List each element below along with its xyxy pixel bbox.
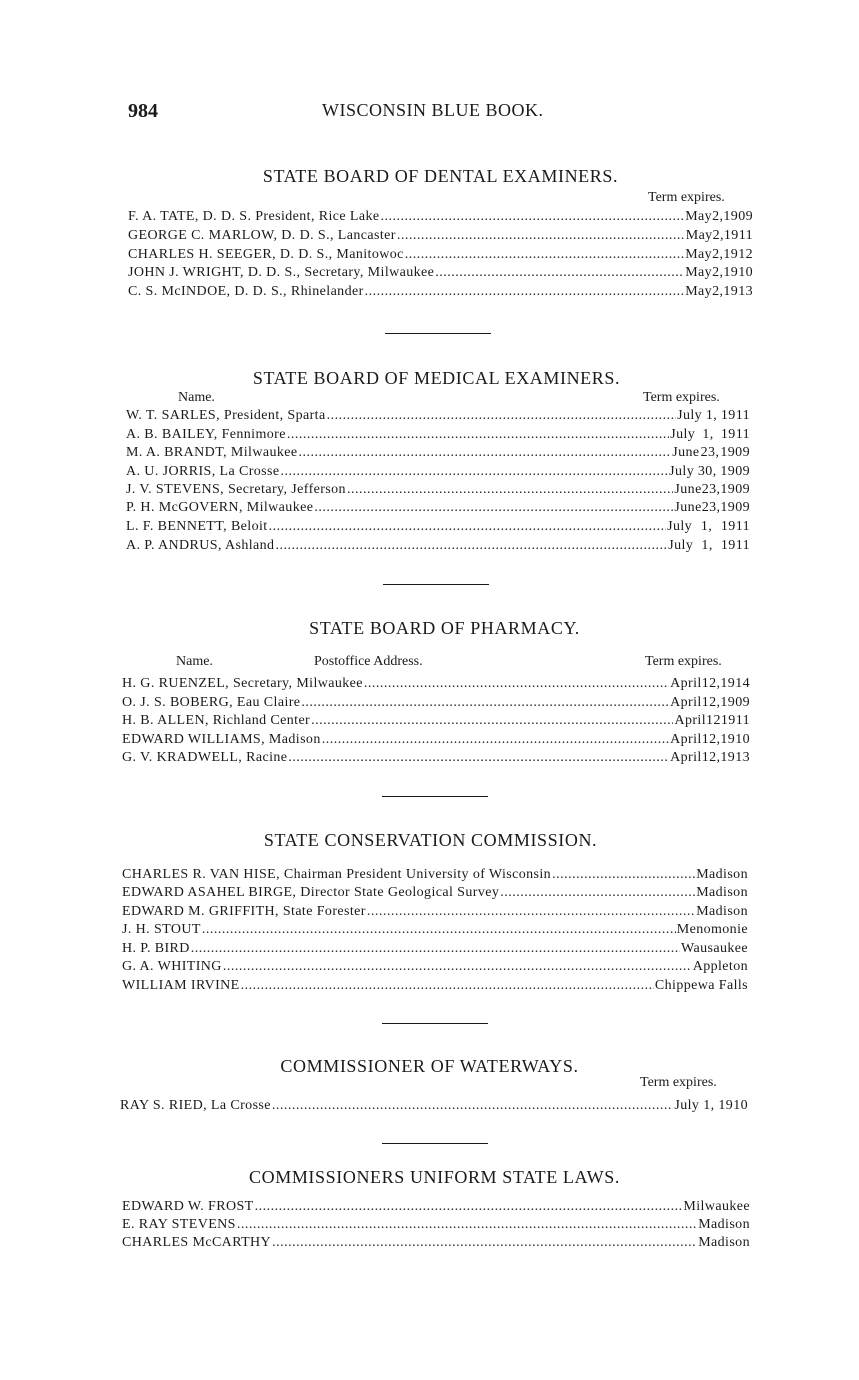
leader-dots — [381, 208, 685, 226]
pharmacy-row — [122, 731, 750, 749]
leader-dots — [500, 884, 695, 902]
member-city: Menomonie — [676, 922, 748, 937]
term-expiry: July 30, 1909 — [669, 464, 750, 479]
leader-dots — [299, 444, 672, 462]
member-name: H. P. BIRD — [122, 941, 190, 956]
section-divider — [383, 584, 489, 585]
medical-row — [126, 537, 750, 555]
pharmacy-term-header: Term expires. — [645, 654, 722, 669]
leader-dots — [223, 958, 692, 976]
term-expiry: April 12, 1910 — [670, 732, 750, 747]
leader-dots — [202, 921, 676, 939]
member-city: Madison — [698, 1217, 750, 1232]
running-title: WISCONSIN BLUE BOOK. — [322, 100, 544, 120]
leader-dots — [311, 712, 673, 730]
conservation-row — [122, 958, 748, 976]
term-expiry: June 23, 1909 — [674, 482, 750, 497]
uniform-laws-row — [122, 1234, 750, 1252]
page-number: 984 — [128, 100, 158, 122]
dental-row — [128, 283, 753, 301]
leader-dots — [280, 463, 668, 481]
member-city: Appleton — [692, 959, 748, 974]
waterways-section-title: COMMISSIONER OF WATERWAYS. — [280, 1056, 579, 1076]
member-name: EDWARD ASAHEL BIRGE, Director State Geological Survey — [122, 885, 500, 900]
member-name: P. H. McGOVERN, Milwaukee — [126, 500, 314, 515]
medical-name-header: Name. — [178, 390, 215, 405]
medical-row — [126, 518, 750, 536]
term-expiry: April 12 1911 — [674, 713, 750, 728]
member-city: Wausaukee — [681, 941, 748, 956]
conservation-row — [122, 884, 748, 902]
pharmacy-row — [122, 675, 750, 693]
member-name: H. G. RUENZEL, Secretary, Milwaukee — [122, 676, 363, 691]
uniform-laws-row — [122, 1216, 750, 1234]
member-city: Madison — [696, 885, 748, 900]
leader-dots — [241, 977, 654, 995]
member-city: Chippewa Falls — [654, 978, 748, 993]
leader-dots — [269, 518, 667, 536]
member-name: A. B. BAILEY, Fennimore — [126, 427, 286, 442]
dental-row — [128, 264, 753, 282]
member-city: Milwaukee — [683, 1199, 750, 1214]
section-divider — [382, 1023, 488, 1024]
uniform-laws-section-title: COMMISSIONERS UNIFORM STATE LAWS. — [249, 1167, 620, 1187]
member-name: O. J. S. BOBERG, Eau Claire — [122, 695, 301, 710]
member-name: CHARLES McCARTHY — [122, 1235, 272, 1250]
leader-dots — [364, 675, 669, 693]
member-name: F. A. TATE, D. D. S. President, Rice Lake — [128, 209, 380, 224]
leader-dots — [275, 537, 667, 555]
member-name: EDWARD WILLIAMS, Madison — [122, 732, 321, 747]
waterways-term-header: Term expires. — [640, 1075, 717, 1090]
conservation-row — [122, 977, 748, 995]
medical-row — [126, 499, 750, 517]
term-expiry: June 23, 1909 — [674, 500, 750, 515]
term-expiry: May 2, 1909 — [685, 209, 753, 224]
member-city: Madison — [698, 1235, 750, 1250]
term-expiry: July 1, 1911 — [677, 408, 750, 423]
dental-section-title: STATE BOARD OF DENTAL EXAMINERS. — [262, 166, 619, 186]
member-name: CHARLES R. VAN HISE, Chairman President University of Wisconsin — [122, 867, 552, 882]
medical-row — [126, 444, 750, 462]
term-expiry: April 12, 1909 — [670, 695, 750, 710]
leader-dots — [397, 227, 685, 245]
leader-dots — [347, 481, 673, 499]
member-name: G. A. WHITING — [122, 959, 222, 974]
leader-dots — [314, 499, 673, 517]
leader-dots — [237, 1216, 697, 1234]
medical-term-header: Term expires. — [643, 390, 720, 405]
term-expiry: April 12, 1914 — [670, 676, 750, 691]
medical-row — [126, 481, 750, 499]
pharmacy-row — [122, 749, 750, 767]
conservation-row — [122, 903, 748, 921]
dental-term-header: Term expires. — [648, 190, 725, 205]
member-name: E. RAY STEVENS — [122, 1217, 236, 1232]
member-name: GEORGE C. MARLOW, D. D. S., Lancaster — [128, 228, 396, 243]
leader-dots — [322, 731, 669, 749]
dental-row — [128, 208, 753, 226]
medical-row — [126, 407, 750, 425]
member-name: C. S. McINDOE, D. D. S., Rhinelander — [128, 284, 364, 299]
member-name: RAY S. RIED, La Crosse — [120, 1098, 271, 1113]
member-name: CHARLES H. SEEGER, D. D. S., Manitowoc — [128, 247, 404, 262]
conservation-section-title: STATE CONSERVATION COMMISSION. — [263, 830, 598, 850]
section-divider — [382, 796, 488, 797]
pharmacy-section-title: STATE BOARD OF PHARMACY. — [309, 618, 580, 638]
member-name: G. V. KRADWELL, Racine — [122, 750, 288, 765]
term-expiry: July 1, 1911 — [670, 427, 750, 442]
medical-row — [126, 426, 750, 444]
leader-dots — [272, 1234, 697, 1252]
term-expiry: May 2, 1912 — [685, 247, 753, 262]
member-name: EDWARD W. FROST — [122, 1199, 254, 1214]
conservation-row — [122, 940, 748, 958]
leader-dots — [255, 1198, 683, 1216]
section-divider — [382, 1143, 488, 1144]
pharmacy-address-header: Postoffice Address. — [314, 654, 423, 669]
pharmacy-row — [122, 712, 750, 730]
uniform-laws-row — [122, 1198, 750, 1216]
term-expiry: July 1, 1911 — [668, 538, 750, 553]
leader-dots — [288, 749, 669, 767]
member-name: M. A. BRANDT, Milwaukee — [126, 445, 298, 460]
member-name: A. U. JORRIS, La Crosse — [126, 464, 280, 479]
term-expiry: May 2, 1911 — [685, 228, 753, 243]
leader-dots — [405, 246, 684, 264]
term-expiry: June 23, 1909 — [672, 445, 750, 460]
waterways-row — [120, 1097, 748, 1115]
dental-row — [128, 246, 753, 264]
leader-dots — [191, 940, 680, 958]
member-city: Madison — [696, 867, 748, 882]
medical-row — [126, 463, 750, 481]
leader-dots — [435, 264, 684, 282]
term-expiry: July 1, 1911 — [667, 519, 750, 534]
member-name: L. F. BENNETT, Beloit — [126, 519, 268, 534]
member-name: J. V. STEVENS, Secretary, Jefferson — [126, 482, 346, 497]
leader-dots — [272, 1097, 673, 1115]
pharmacy-name-header: Name. — [176, 654, 213, 669]
leader-dots — [287, 426, 669, 444]
conservation-row — [122, 921, 748, 939]
leader-dots — [367, 903, 695, 921]
member-name: W. T. SARLES, President, Sparta — [126, 408, 326, 423]
member-name: EDWARD M. GRIFFITH, State Forester — [122, 904, 366, 919]
term-expiry: May 2, 1913 — [685, 284, 753, 299]
member-name: JOHN J. WRIGHT, D. D. S., Secretary, Milwaukee — [128, 265, 435, 280]
leader-dots — [327, 407, 677, 425]
member-name: J. H. STOUT — [122, 922, 201, 937]
medical-section-title: STATE BOARD OF MEDICAL EXAMINERS. — [252, 368, 621, 388]
term-expiry: May 2, 1910 — [685, 265, 753, 280]
term-expiry: April 12, 1913 — [670, 750, 750, 765]
conservation-row — [122, 866, 748, 884]
pharmacy-row — [122, 694, 750, 712]
dental-row — [128, 227, 753, 245]
section-divider — [385, 333, 491, 334]
member-name: H. B. ALLEN, Richland Center — [122, 713, 311, 728]
leader-dots — [301, 694, 669, 712]
member-name: A. P. ANDRUS, Ashland — [126, 538, 275, 553]
term-expiry: July 1, 1910 — [674, 1098, 748, 1113]
leader-dots — [552, 866, 695, 884]
member-name: WILLIAM IRVINE — [122, 978, 240, 993]
leader-dots — [365, 283, 685, 301]
member-city: Madison — [696, 904, 748, 919]
